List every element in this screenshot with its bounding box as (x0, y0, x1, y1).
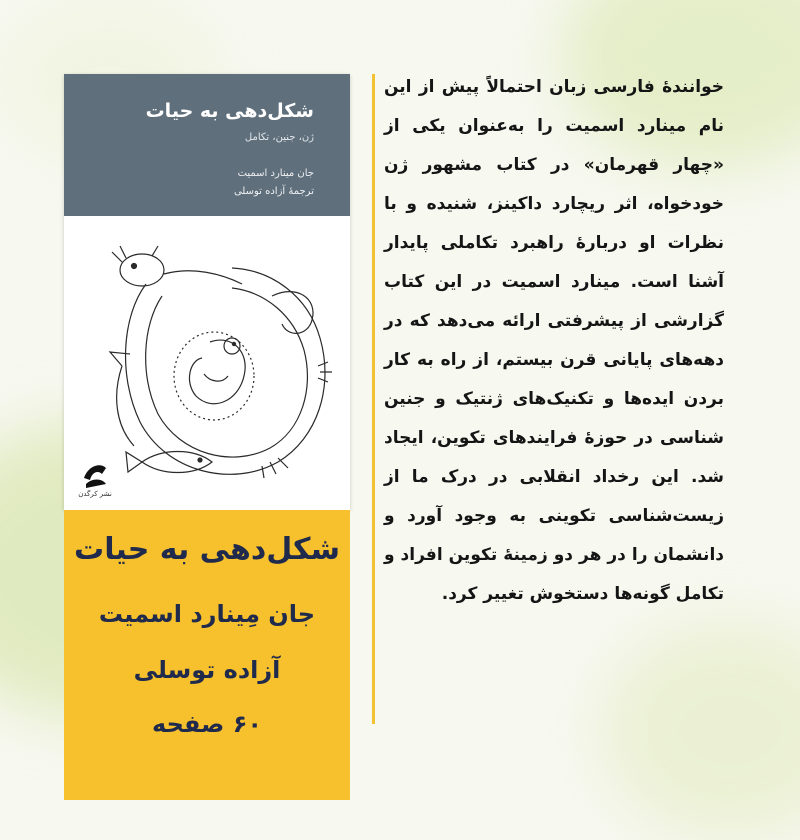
book-info-panel (64, 510, 350, 800)
book-description: خوانندهٔ فارسی زبان احتمالاً پیش از این نام مینارد اسمیت را به‌عنوان یکی از «چهار قهرمان» در کتاب مشهور ژن خودخواه، اثر ریچارد داکینز، شنیده و با نظرات او دربارهٔ راهبرد تکاملی پایدار آشنا است. مینارد اسمیت در این کتاب گزارشی از پیشرفتی ارائه می‌دهد که در دهه‌های پایانی قرن بیستم، از راه به کار بردن ایده‌ها و تکنیک‌های ژنتیک و جنین شناسی در حوزهٔ فرایندهای تکوین، ایجاد شد. این رخداد انقلابی در درک ما از زیست‌شناسی تکوینی به وجود آورد و دانشمان را در هر دو زمینهٔ تکوین افراد و تکامل گونه‌ها دستخوش تغییر کرد. (384, 77, 724, 604)
book-cover (64, 74, 350, 510)
evolution-cycle-illustration (82, 226, 338, 508)
vertical-divider (372, 74, 375, 724)
cover-title: شکل‌دهی به حیات (145, 100, 314, 122)
cover-translator: ترجمهٔ آزاده توسلی (233, 186, 314, 197)
book-title: شکل‌دهی به حیات (74, 532, 340, 567)
book-translator: آزاده توسلی (133, 656, 281, 684)
book-author: جان مِینارد اسمیت (98, 600, 316, 628)
cover-subtitle: ژن، جنین، تکامل (244, 132, 314, 143)
publisher-name: نشر کرگدن (78, 490, 112, 498)
cover-author: جان مینارد اسمیت (237, 168, 314, 179)
rhino-logo-icon (80, 448, 110, 496)
page-count: ۶۰ صفحه (152, 710, 262, 738)
cover-header (64, 74, 350, 216)
